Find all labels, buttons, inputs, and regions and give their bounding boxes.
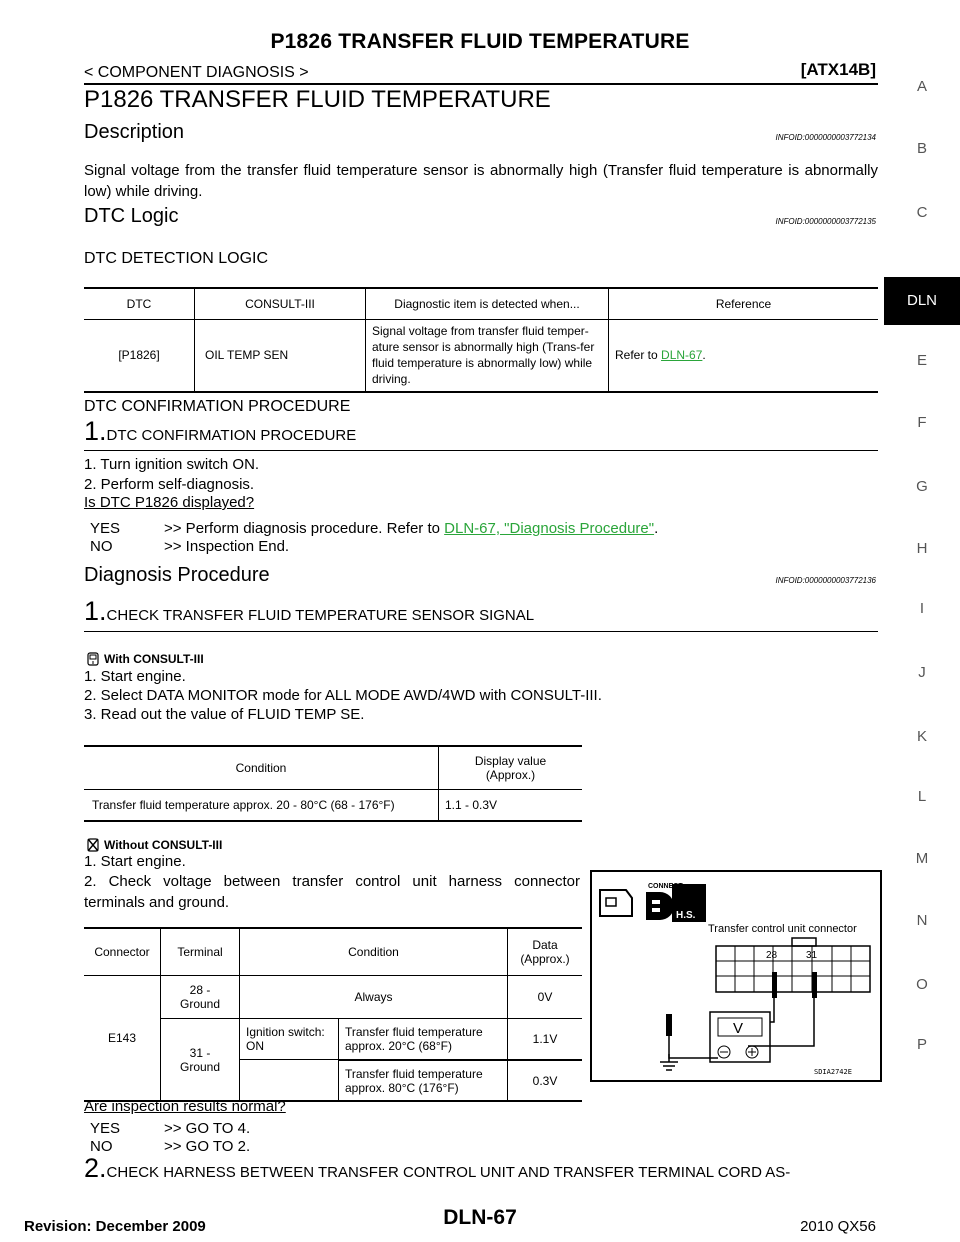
cell-value: 1.1 - 0.3V xyxy=(439,790,583,822)
consult-tool-icon xyxy=(86,652,100,666)
col-display-value: Display value (Approx.) xyxy=(439,746,583,790)
dtc-logic-infoid: INFOID:0000000003772135 xyxy=(775,217,876,226)
cell-always-group xyxy=(240,976,583,1019)
side-index-g[interactable]: G xyxy=(916,478,928,495)
side-index-active[interactable]: DLN xyxy=(884,277,960,325)
side-index-e[interactable]: E xyxy=(916,352,927,369)
step-number: 2. xyxy=(84,1153,107,1183)
without-consult-label: Without CONSULT-III xyxy=(104,838,223,852)
without-item-2: 2. Check voltage between transfer control unit harness connector terminals and ground. xyxy=(84,873,580,911)
cell-condition-20c: Transfer fluid temperature approx. 20°C (68°F) xyxy=(338,1019,507,1059)
cell-dtc: [P1826] xyxy=(84,320,195,392)
ref-link[interactable]: DLN-67 xyxy=(661,348,703,363)
diagnosis-heading: Diagnosis Procedure xyxy=(84,564,270,586)
table-row xyxy=(84,790,582,822)
side-index-j[interactable]: J xyxy=(918,664,926,681)
no-answer-2: >> GO TO 2. xyxy=(164,1138,251,1155)
step-number: 1. xyxy=(84,596,107,626)
no-answer: >> Inspection End. xyxy=(164,538,290,555)
col-dtc: DTC xyxy=(84,288,195,320)
confirmation-item-2: 2. Perform self-diagnosis. xyxy=(84,476,255,493)
no-label-2: NO xyxy=(90,1138,113,1155)
yes-answer-2: >> GO TO 4. xyxy=(164,1120,251,1137)
cell-ignition-on: Ignition switch: ON xyxy=(246,1025,325,1053)
step-title: DTC CONFIRMATION PROCEDURE xyxy=(106,427,357,444)
dtc-confirmation-heading: DTC CONFIRMATION PROCEDURE xyxy=(84,398,351,415)
step-rule xyxy=(84,631,878,632)
step-title: CHECK TRANSFER FLUID TEMPERATURE SENSOR SIGNAL xyxy=(106,607,535,624)
with-item-3: 3. Read out the value of FLUID TEMP SE. xyxy=(84,706,365,723)
side-index-f[interactable]: F xyxy=(917,414,927,431)
connector-label: Transfer control unit connector xyxy=(708,923,857,935)
revision-date: Revision: December 2009 xyxy=(24,1218,206,1235)
confirmation-question: Is DTC P1826 displayed? xyxy=(84,494,255,511)
with-consult-label: With CONSULT-III xyxy=(104,652,204,666)
side-index-k[interactable]: K xyxy=(916,728,927,745)
col-condition: Condition xyxy=(240,928,508,976)
with-item-1: 1. Start engine. xyxy=(84,668,186,685)
dtc-detection-logic-heading: DTC DETECTION LOGIC xyxy=(84,250,269,267)
cell-value-0-3v: 0.3V xyxy=(507,1060,582,1101)
with-item-2: 2. Select DATA MONITOR mode for ALL MODE AWD/4WD with CONSULT-III. xyxy=(84,687,602,704)
cell-consult: OIL TEMP SEN xyxy=(195,320,366,392)
pin-28-label: 28 xyxy=(766,950,778,961)
cell-terminal-31: 31 - Ground xyxy=(161,1019,240,1102)
step-number: 1. xyxy=(84,416,107,446)
header-rule xyxy=(84,83,878,85)
cell-connector: E143 xyxy=(84,976,161,1102)
step-rule xyxy=(84,450,878,451)
col-data: Data (Approx.) xyxy=(508,928,583,976)
connect-label: CONNECT xyxy=(648,883,683,890)
side-index-h[interactable]: H xyxy=(916,540,928,557)
yes-text: >> Perform diagnosis procedure. Refer to xyxy=(164,520,445,537)
cell-condition: Transfer fluid temperature approx. 20 - 80°C (68 - 176°F) xyxy=(84,790,439,822)
description-heading: Description xyxy=(84,121,185,143)
confirmation-item-1: 1. Turn ignition switch ON. xyxy=(84,456,260,473)
diagnosis-infoid: INFOID:0000000003772136 xyxy=(775,576,876,585)
model-year: 2010 QX56 xyxy=(800,1218,876,1235)
description-text: Signal voltage from the transfer fluid temperature sensor is abnormally high (Transfer fluid temperature is abnormally low) while driving. xyxy=(84,162,878,200)
col-condition: Condition xyxy=(84,746,439,790)
diagnosis-step-1 xyxy=(84,596,534,627)
side-index-p[interactable]: P xyxy=(916,1036,927,1053)
model-code: [ATX14B] xyxy=(800,60,876,79)
description-infoid: INFOID:0000000003772134 xyxy=(775,133,876,142)
cell-terminal-28: 28 - Ground xyxy=(161,976,240,1019)
cell-value-1-1v: 1.1V xyxy=(507,1019,582,1059)
connector-body xyxy=(716,946,870,992)
voltmeter-unit: V xyxy=(733,1020,744,1037)
yes-answer xyxy=(164,520,658,537)
figure-id: SDIA2742E xyxy=(814,1068,852,1076)
hs-label: H.S. xyxy=(676,910,696,921)
voltage-check-table xyxy=(84,927,582,1102)
without-item-1: 1. Start engine. xyxy=(84,853,186,870)
col-terminal: Terminal xyxy=(161,928,240,976)
connector-voltage-figure xyxy=(590,870,882,1082)
side-index-n[interactable]: N xyxy=(916,912,928,929)
dtc-detection-table xyxy=(84,287,878,393)
cell-80c-group xyxy=(240,1060,583,1102)
table-row xyxy=(84,320,878,392)
col-connector: Connector xyxy=(84,928,161,976)
cell-always: Always xyxy=(354,990,393,1004)
dtc-logic-heading: DTC Logic xyxy=(84,205,179,227)
yes-suffix: . xyxy=(654,520,659,537)
breadcrumb: < COMPONENT DIAGNOSIS > xyxy=(84,64,309,81)
cell-condition-80c: Transfer fluid temperature approx. 80°C (176°F) xyxy=(338,1060,507,1101)
side-index-m[interactable]: M xyxy=(915,850,929,867)
plug-icon xyxy=(646,892,674,920)
page-header-title: P1826 TRANSFER FLUID TEMPERATURE xyxy=(270,30,690,53)
col-consult: CONSULT-III xyxy=(195,288,366,320)
side-index-c[interactable]: C xyxy=(916,204,928,221)
side-index-a[interactable]: A xyxy=(916,78,927,95)
col-reference: Reference xyxy=(609,288,879,320)
inspection-question: Are inspection results normal? xyxy=(84,1098,286,1115)
pin-31-label: 31 xyxy=(806,950,818,961)
cell-value-0v: 0V xyxy=(507,976,582,1018)
page-number: DLN-67 xyxy=(443,1206,517,1229)
side-index-l[interactable]: L xyxy=(917,788,927,805)
side-index-i[interactable]: I xyxy=(919,600,925,617)
side-index-b[interactable]: B xyxy=(916,140,927,157)
cell-ign-group xyxy=(240,1019,583,1060)
diagnosis-step-2 xyxy=(84,1153,884,1184)
no-consult-tool-icon xyxy=(86,838,100,852)
figure-drawing xyxy=(592,872,880,1080)
step-title: CHECK HARNESS BETWEEN TRANSFER CONTROL UNIT AND TRANSFER TERMINAL CORD AS- xyxy=(106,1164,791,1181)
no-label: NO xyxy=(90,538,113,555)
diagnosis-procedure-link[interactable]: DLN-67, "Diagnosis Procedure" xyxy=(444,520,655,537)
confirmation-step-1 xyxy=(84,416,356,447)
table-row xyxy=(84,976,582,1019)
cell-detected: Signal voltage from transfer fluid temper-ature sensor is abnormally high (Trans-fer fluid temperature is abnormally low) while driving. xyxy=(366,320,609,392)
yes-label-2: YES xyxy=(90,1120,121,1137)
ref-suffix: . xyxy=(702,348,706,363)
yes-label: YES xyxy=(90,520,121,537)
cell-reference xyxy=(609,320,879,392)
section-title: P1826 TRANSFER FLUID TEMPERATURE xyxy=(84,86,551,113)
ref-prefix: Refer to xyxy=(615,348,662,363)
col-detected: Diagnostic item is detected when... xyxy=(366,288,609,320)
side-index-o[interactable]: O xyxy=(916,976,928,993)
data-monitor-table xyxy=(84,745,582,822)
